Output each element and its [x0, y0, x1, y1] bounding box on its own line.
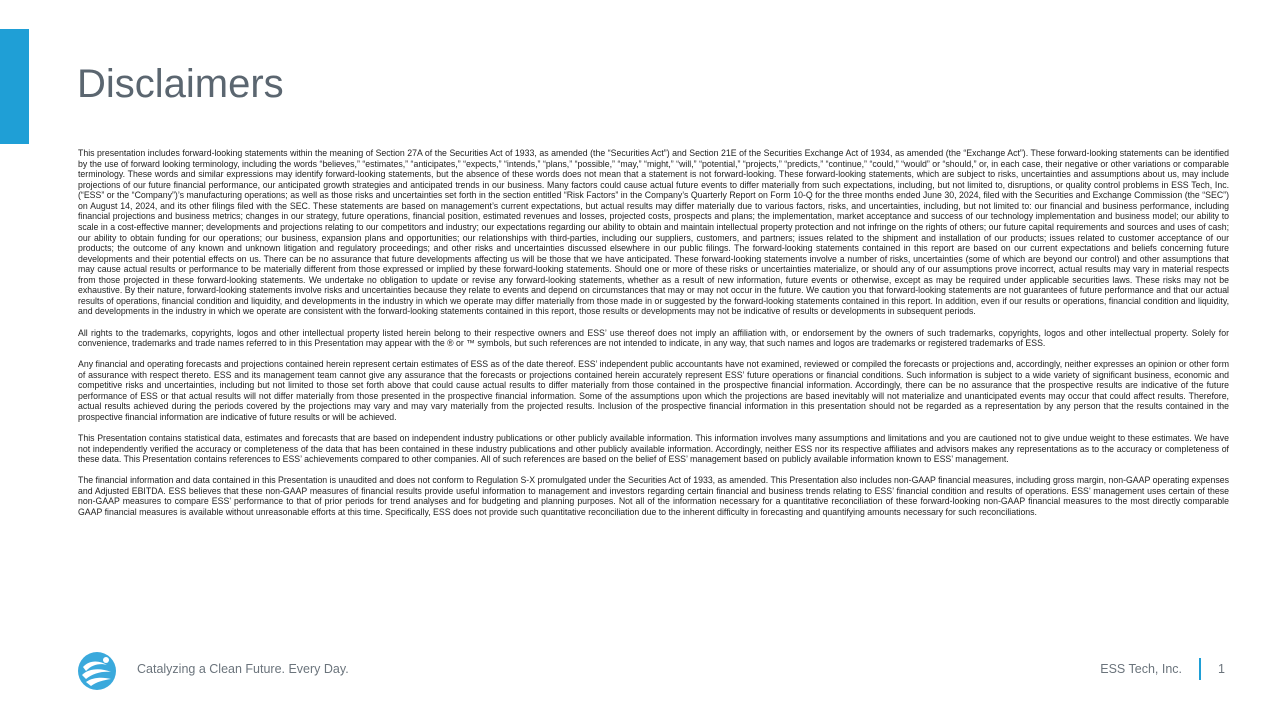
disclaimer-paragraph-trademarks: All rights to the trademarks, copyrights, logos and other intellectual property listed herein belong to their respective owners and ESS’ use thereof does not imply an affiliation with, or endorsement by the owners of such trademarks, copyrights, logos and other intellectual property. Solely for convenience, trademarks and trade names referred to in this Presentation may appear with the ® or ™ symbols, but such references are not intended to indicate, in any way, that such names and logos are trademarks or registered trademarks of ESS. [78, 327, 1229, 349]
footer-divider [1199, 658, 1201, 680]
disclaimer-paragraph-non-gaap: The financial information and data contained in this Presentation is unaudited and does not conform to Regulation S-X promulgated under the Securities Act of 1933, as amended. This Presentation also includes non-GAAP financial measures, including gross margin, non-GAAP operating expenses and Adjusted EBITDA. ESS believes that these non-GAAP measures of financial results provide useful information to management and investors regarding certain financial and business trends relating to ESS’ financial condition and results of operations. ESS’ management uses certain of these non-GAAP measures to compare ESS’ performance to that of prior periods for trend analyses and for budgeting and planning purposes. Not all of the information necessary for a quantitative reconciliation of these forward-looking non-GAAP financial measures to the most directly comparable GAAP financial measures is available without unreasonable efforts at this time. Specifically, ESS does not provide such quantitative reconciliation due to the inherent difficulty in forecasting and quantifying amounts necessary for such reconciliations. [78, 475, 1229, 517]
page-title: Disclaimers [77, 62, 284, 106]
disclaimer-paragraph-statistical-data: This Presentation contains statistical data, estimates and forecasts that are based on independent industry publications or other publicly available information. This information involves many assumptions and limitations and you are cautioned not to give undue weight to these estimates. We have not independently verified the accuracy or completeness of the data that has been contained in these industry publications and other publicly available information. Accordingly, neither ESS nor its respective affiliates and advisors makes any representations as to the accuracy or completeness of these data. This Presentation contains references to ESS’ achievements compared to other companies. All of such references are based on the belief of ESS’ management based on publicly available information known to ESS’ management. [78, 433, 1229, 465]
disclaimer-paragraph-forward-looking: This presentation includes forward-looking statements within the meaning of Section 27A of the Securities Act of 1933, as amended (the “Securities Act”) and Section 21E of the Securities Exchange Act of 1934, as amended (the “Exchange Act”). These forward-looking statements can be identified by the use of forward looking terminology, including the words “believes,” “estimates,” “anticipates,” “expects,” “intends,” “plans,” “possible,” “may,” “might,” “will,” “potential,” “projects,” “predicts,” “continue,” “could,” “would” or “should,” or, in each case, their negative or other variations or comparable terminology. These words and similar expressions may identify forward-looking statements, but the absence of these words does not mean that a statement is not forward-looking. These forward-looking statements, which are subject to risks, uncertainties and assumptions about us, may include projections of our future financial performance, our anticipated growth strategies and anticipated trends in our business. Many factors could cause actual future events to differ materially from such expectations, including, but not limited to, disruptions, or quality control problems in ESS Tech, Inc. (“ESS” or the “Company”)’s manufacturing operations; as well as those risks and uncertainties set forth in the section entitled “Risk Factors” in the Company’s Quarterly Report on Form 10-Q for the three months ended June 30, 2024, filed with the Securities and Exchange Commission (the “SEC”) on August 14, 2024, and its other filings filed with the SEC. These statements are based on management’s current expectations, but actual results may differ materially due to various factors, risks, and uncertainties, including, but not limited to: our financial and business performance, including financial projections and business metrics; changes in our strategy, future operations, financial position, estimated revenues and losses, projected costs, prospects and plans; the implementation, market acceptance and success of our technology implementation and business model; our ability to scale in a cost-effective manner; developments and projections relating to our competitors and industry; our expectations regarding our ability to obtain and maintain intellectual property protection and not infringe on the rights of others; our future capital requirements and sources and uses of cash; our ability to obtain funding for our operations; our business, expansion plans and opportunities; our relationships with third-parties, including our suppliers, customers, and partners; issues related to the shipment and installation of our products; issues related to customer acceptance of our products; the outcome of any known and unknown litigation and regulatory proceedings; and other risks and uncertainties discussed elsewhere in our public filings. The forward-looking statements contained in this report are based on our current expectations and beliefs concerning future developments and their potential effects on us. There can be no assurance that future developments affecting us will be those that we have anticipated. These forward-looking statements involve a number of risks, uncertainties (some of which are beyond our control) and other assumptions that may cause actual results or performance to be materially different from those expressed or implied by these forward-looking statements. Should one or more of these risks or uncertainties materialize, or should any of our assumptions prove incorrect, actual results may vary in material respects from those projected in these forward-looking statements. We undertake no obligation to update or revise any forward-looking statements, whether as a result of new information, future events or otherwise, except as may be required under applicable securities laws. These risks may not be exhaustive. By their nature, forward-looking statements involve risks and uncertainties because they relate to events and depend on circumstances that may or may not occur in the future. We caution you that forward-looking statements are not guarantees of future performance and that our actual results of operations, financial condition and liquidity, and developments in the industry in which we operate may differ materially from those made in or suggested by the forward-looking statements contained in this report. In addition, even if our results or operations, financial condition and liquidity, and developments in the industry in which we operate are consistent with the forward-looking statements contained in this report, those results or developments may not be indicative of results or developments in subsequent periods. [78, 148, 1229, 317]
footer-tagline: Catalyzing a Clean Future. Every Day. [137, 662, 349, 676]
page-number: 1 [1218, 662, 1225, 676]
accent-bar [0, 29, 29, 144]
footer-company-name: ESS Tech, Inc. [1100, 662, 1182, 676]
disclaimer-paragraph-forecasts: Any financial and operating forecasts and projections contained herein represent certain estimates of ESS as of the date thereof. ESS’ independent public accountants have not examined, reviewed or compiled the forecasts or projections and, accordingly, neither expresses an opinion or other form of assurance with respect thereto. ESS and its management team cannot give any assurance that the forecasts or projections contained herein accurately represent ESS’ future operations or financial conditions. Such information is subject to a wide variety of significant business, economic and competitive risks and uncertainties, including but not limited to those set forth above that could cause actual results to differ materially from those contained in the prospective financial information. Accordingly, there can be no assurance that the prospective results are indicative of the future performance of ESS or that actual results will not differ materially from those presented in the prospective financial information. Some of the assumptions upon which the projections are based inevitably will not materialize and unanticipated events may occur that could affect results. Therefore, actual results achieved during the periods covered by the projections may vary and may vary materially from the projected results. Inclusion of the prospective financial information in this presentation should not be regarded as a representation by any person that the results contained in the prospective financial information are indicative of future results or will be achieved. [78, 359, 1229, 422]
disclaimer-body [78, 148, 1229, 528]
ess-swirl-logo-icon [77, 651, 117, 691]
